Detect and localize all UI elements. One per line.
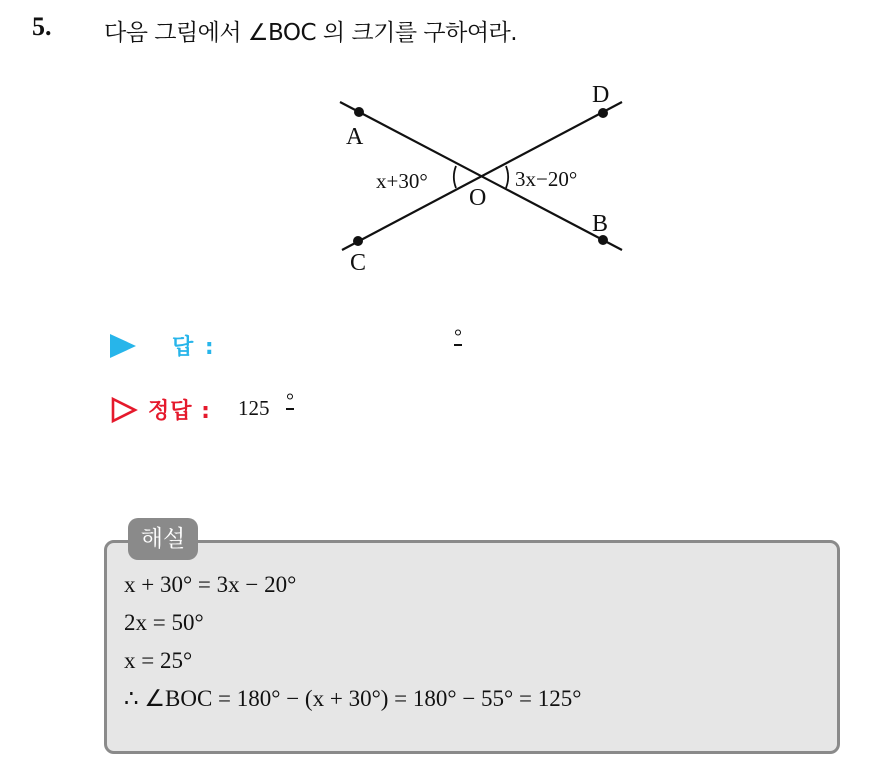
angle-label-left: x+30° [376, 169, 428, 193]
answer-label: 답 : [172, 335, 216, 360]
label-a: A [346, 124, 364, 150]
solution-line-4: ∴ ∠BOC = 180° − (x + 30°) = 180° − 55° = 125° [124, 686, 582, 711]
question-text: 다음 그림에서 ∠BOC 의 크기를 구하여라. [104, 20, 518, 46]
answer-row [108, 326, 508, 362]
point-a-dot [354, 107, 364, 117]
solution-line-3: x = 25° [124, 648, 193, 673]
outline-play-icon [110, 396, 138, 424]
question-number: 5. [32, 12, 52, 41]
correct-answer-unit: ° [286, 390, 294, 412]
angle-arc-right [506, 166, 508, 188]
play-icon [110, 334, 136, 358]
point-c-dot [353, 236, 363, 246]
angle-arc-left [454, 166, 456, 188]
label-c: C [350, 250, 367, 276]
label-b: B [592, 211, 609, 237]
correct-answer-value: 125 [238, 396, 270, 420]
solution-title: 해설 [128, 518, 198, 560]
solution-line-1: x + 30° = 3x − 20° [124, 572, 297, 597]
answer-unit: ° [454, 326, 462, 348]
point-d-dot [598, 108, 608, 118]
angle-figure [330, 80, 640, 280]
angle-label-right: 3x−20° [515, 167, 578, 191]
figure-svg [330, 80, 640, 280]
correct-answer-row [108, 390, 508, 426]
label-d: D [592, 82, 610, 108]
correct-answer-label: 정답 : [148, 399, 211, 424]
solution-line-2: 2x = 50° [124, 610, 204, 635]
label-o: O [469, 185, 487, 211]
